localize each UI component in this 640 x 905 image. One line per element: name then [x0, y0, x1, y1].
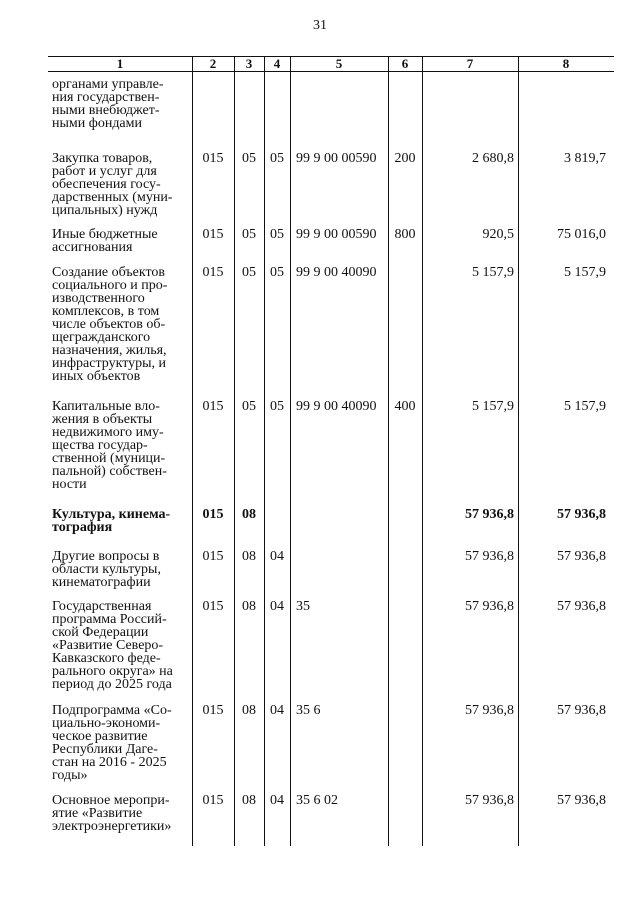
row-cell-c3: 05 [242, 151, 256, 166]
row-cell-c3: 08 [242, 793, 256, 808]
row-cell-c8: 57 936,8 [557, 549, 606, 564]
row-cell-c6: 800 [394, 227, 416, 242]
header-col-6: 6 [401, 56, 409, 71]
row-cell-c4: 04 [270, 599, 284, 614]
row-cell-c2: 015 [202, 151, 224, 166]
row-cell-c3: 08 [242, 549, 256, 564]
table-row [48, 152, 614, 228]
table-row [48, 508, 614, 550]
row-label: Культура, кинема- тография [52, 507, 171, 535]
row-cell-c4: 04 [270, 549, 284, 564]
row-cell-c8: 75 016,0 [557, 227, 606, 242]
row-cell-c8: 57 936,8 [557, 793, 606, 808]
row-cell-c2: 015 [202, 399, 224, 414]
row-cell-c2: 015 [202, 265, 224, 280]
page-number: 31 [313, 18, 327, 33]
row-cell-c4: 05 [270, 399, 284, 414]
row-cell-c8: 5 157,9 [564, 399, 606, 414]
row-label: Другие вопросы в области культуры, кинематографии [52, 549, 161, 590]
row-cell-c5: 35 6 02 [296, 793, 338, 808]
row-cell-c7: 5 157,9 [472, 399, 514, 414]
row-cell-c4: 05 [270, 151, 284, 166]
table-row [48, 228, 614, 266]
row-cell-c3: 05 [242, 399, 256, 414]
row-cell-c8: 5 157,9 [564, 265, 606, 280]
row-cell-c7: 5 157,9 [472, 265, 514, 280]
row-cell-c5: 35 [296, 599, 310, 614]
row-cell-c7: 57 936,8 [465, 549, 514, 564]
row-cell-c3: 05 [242, 265, 256, 280]
row-label: Иные бюджетные ассигнования [52, 227, 158, 255]
row-cell-c4: 04 [270, 703, 284, 718]
row-cell-c7: 2 680,8 [472, 151, 514, 166]
row-label: Подпрограмма «Со- циально-экономи- ческое развитие Республики Даге- стан на 2016 - 2025 годы» [52, 703, 172, 783]
table-header-row [48, 56, 614, 72]
header-col-3: 3 [245, 56, 253, 71]
row-cell-c7: 57 936,8 [465, 703, 514, 718]
header-col-7: 7 [466, 56, 474, 71]
table-row [48, 550, 614, 600]
header-col-1: 1 [116, 56, 124, 71]
row-cell-c6: 400 [394, 399, 416, 414]
row-cell-c8: 3 819,7 [564, 151, 606, 166]
row-cell-c2: 015 [202, 793, 224, 808]
row-cell-c8: 57 936,8 [557, 703, 606, 718]
budget-table-document [48, 56, 614, 834]
header-col-2: 2 [209, 56, 217, 71]
budget-table [48, 56, 614, 834]
row-label: Основное меропри- ятие «Развитие электроэнергетики» [52, 793, 172, 834]
table-row [48, 400, 614, 508]
row-cell-c3: 05 [242, 227, 256, 242]
row-cell-c3: 08 [242, 703, 256, 718]
row-cell-c8: 57 936,8 [557, 507, 606, 522]
row-label: Создание объектов социального и про- изводственного комплексов, в том числе объектов об- щегражданского назначения, жилья, инфраструктуры, и иных объектов [52, 265, 168, 384]
table-row [48, 266, 614, 400]
row-cell-c2: 015 [202, 599, 224, 614]
row-cell-c2: 015 [202, 227, 224, 242]
row-cell-c2: 015 [202, 703, 224, 718]
row-cell-c2: 015 [202, 549, 224, 564]
row-cell-c7: 57 936,8 [465, 507, 514, 522]
row-label: органами управле- ния государствен- ными внебюджет- ными фондами [52, 77, 164, 131]
row-label: Государственная программа Россий- ской Федерации «Развитие Северо- Кавказского феде- рального округа» на период до 2025 года [52, 599, 173, 692]
header-col-5: 5 [335, 56, 343, 71]
row-cell-c2: 015 [202, 507, 224, 522]
header-col-8: 8 [562, 56, 570, 71]
row-cell-c3: 08 [242, 599, 256, 614]
row-cell-c4: 05 [270, 265, 284, 280]
row-label: Капитальные вло- жения в объекты недвижимого иму- щества государ- ственной (муници- пальной) собствен- ности [52, 399, 167, 492]
row-cell-c5: 35 6 [296, 703, 321, 718]
table-row [48, 600, 614, 704]
row-cell-c5: 99 9 00 40090 [296, 265, 377, 280]
table-row [48, 78, 614, 152]
row-label: Закупка товаров, работ и услуг для обеспечения госу- дарственных (муни- ципальных) нужд [52, 151, 173, 218]
row-cell-c3: 08 [242, 507, 256, 522]
table-row [48, 704, 614, 794]
row-cell-c7: 920,5 [482, 227, 514, 242]
row-cell-c8: 57 936,8 [557, 599, 606, 614]
row-cell-c4: 05 [270, 227, 284, 242]
header-col-4: 4 [273, 56, 281, 71]
row-cell-c7: 57 936,8 [465, 599, 514, 614]
table-row [48, 794, 614, 864]
row-cell-c6: 200 [394, 151, 416, 166]
row-cell-c4: 04 [270, 793, 284, 808]
row-cell-c5: 99 9 00 00590 [296, 151, 377, 166]
row-cell-c5: 99 9 00 00590 [296, 227, 377, 242]
row-cell-c7: 57 936,8 [465, 793, 514, 808]
row-cell-c5: 99 9 00 40090 [296, 399, 377, 414]
